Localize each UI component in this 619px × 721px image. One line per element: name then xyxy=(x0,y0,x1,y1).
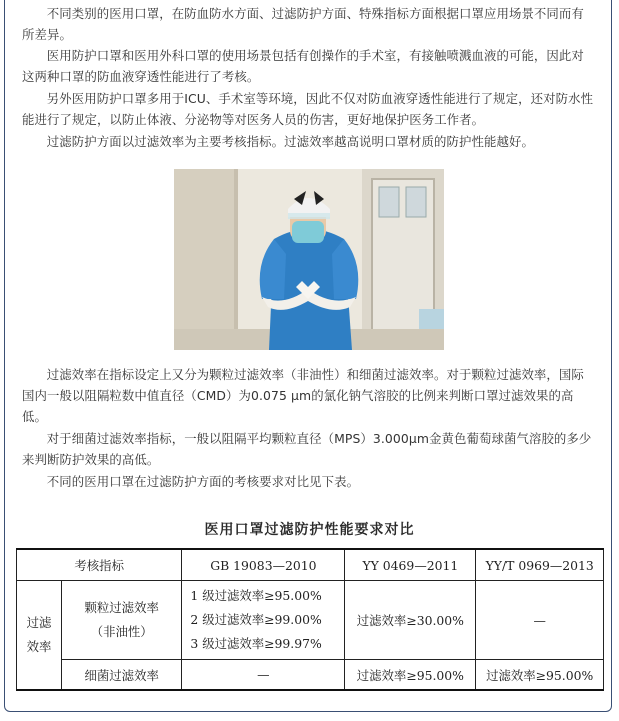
cell-yy0469-bacterial: 过滤效率≥95.00% xyxy=(345,660,476,691)
header-yy0469: YY 0469—2011 xyxy=(345,549,476,581)
cell-yy0469-particle: 过滤效率≥30.00% xyxy=(345,581,476,660)
paragraph-waterproof: 另外医用防护口罩多用于ICU、手术室等环境，因此不仅对防血液穿透性能进行了规定，还对防水性能进行了规定，以防止体液、分泌物等对医务人员的伤害，更好地保护医务工作者。 xyxy=(22,91,594,127)
cell-yyt0969-bacterial: 过滤效率≥95.00% xyxy=(476,660,604,691)
medical-worker-illustration xyxy=(174,169,444,350)
table-row-particle xyxy=(17,581,604,660)
header-assessment-indicator: 考核指标 xyxy=(17,549,182,581)
cell-yyt0969-particle: — xyxy=(476,581,604,660)
header-yyt0969: YY/T 0969—2013 xyxy=(476,549,604,581)
table-header-row xyxy=(17,549,604,581)
table-title: 医用口罩过滤防护性能要求对比 xyxy=(204,522,415,538)
row-label-particle: 颗粒过滤效率 （非油性） xyxy=(62,581,182,660)
paragraph-particle-filter: 过滤效率在指标设定上又分为颗粒过滤效率（非油性）和细菌过滤效率。对于颗粒过滤效率，国际国内一般以阻隔粒数中值直径（CMD）为0.075 μm的氯化钠气溶胶的比例来判断口罩过滤效果的高低。 xyxy=(22,367,584,424)
paragraph-blood-penetration: 医用防护口罩和医用外科口罩的使用场景包括有创操作的手术室，有接触喷溅血液的可能，因此对这两种口罩的防血液穿透性能进行了考核。 xyxy=(22,48,584,84)
medical-worker-photo xyxy=(174,169,444,350)
paragraph-filter-intro: 过滤防护方面以过滤效率为主要考核指标。过滤效率越高说明口罩材质的防护性能越好。 xyxy=(46,134,534,149)
paragraph-mask-categories: 不同类别的医用口罩，在防血防水方面、过滤防护方面、特殊指标方面根据口罩应用场景不同而有所差异。 xyxy=(22,6,584,42)
paragraph-table-intro: 不同的医用口罩在过滤防护方面的考核要求对比见下表。 xyxy=(46,474,360,489)
cell-gb-particle-levels: 1 级过滤效率≥95.00% 2 级过滤效率≥99.00% 3 级过滤效率≥99.97% xyxy=(182,581,345,660)
table-row-bacterial xyxy=(17,660,604,691)
filter-comparison-table xyxy=(16,548,604,691)
paragraph-bacterial-filter: 对于细菌过滤效率指标，一般以阻隔平均颗粒直径（MPS）3.000μm金黄色葡萄球菌气溶胶的多少来判断防护效果的高低。 xyxy=(22,431,592,467)
group-label-filter-efficiency: 过滤 效率 xyxy=(17,581,62,691)
cell-gb-bacterial: — xyxy=(182,660,345,691)
header-gb19083: GB 19083—2010 xyxy=(182,549,345,581)
row-label-bacterial: 细菌过滤效率 xyxy=(62,660,182,691)
